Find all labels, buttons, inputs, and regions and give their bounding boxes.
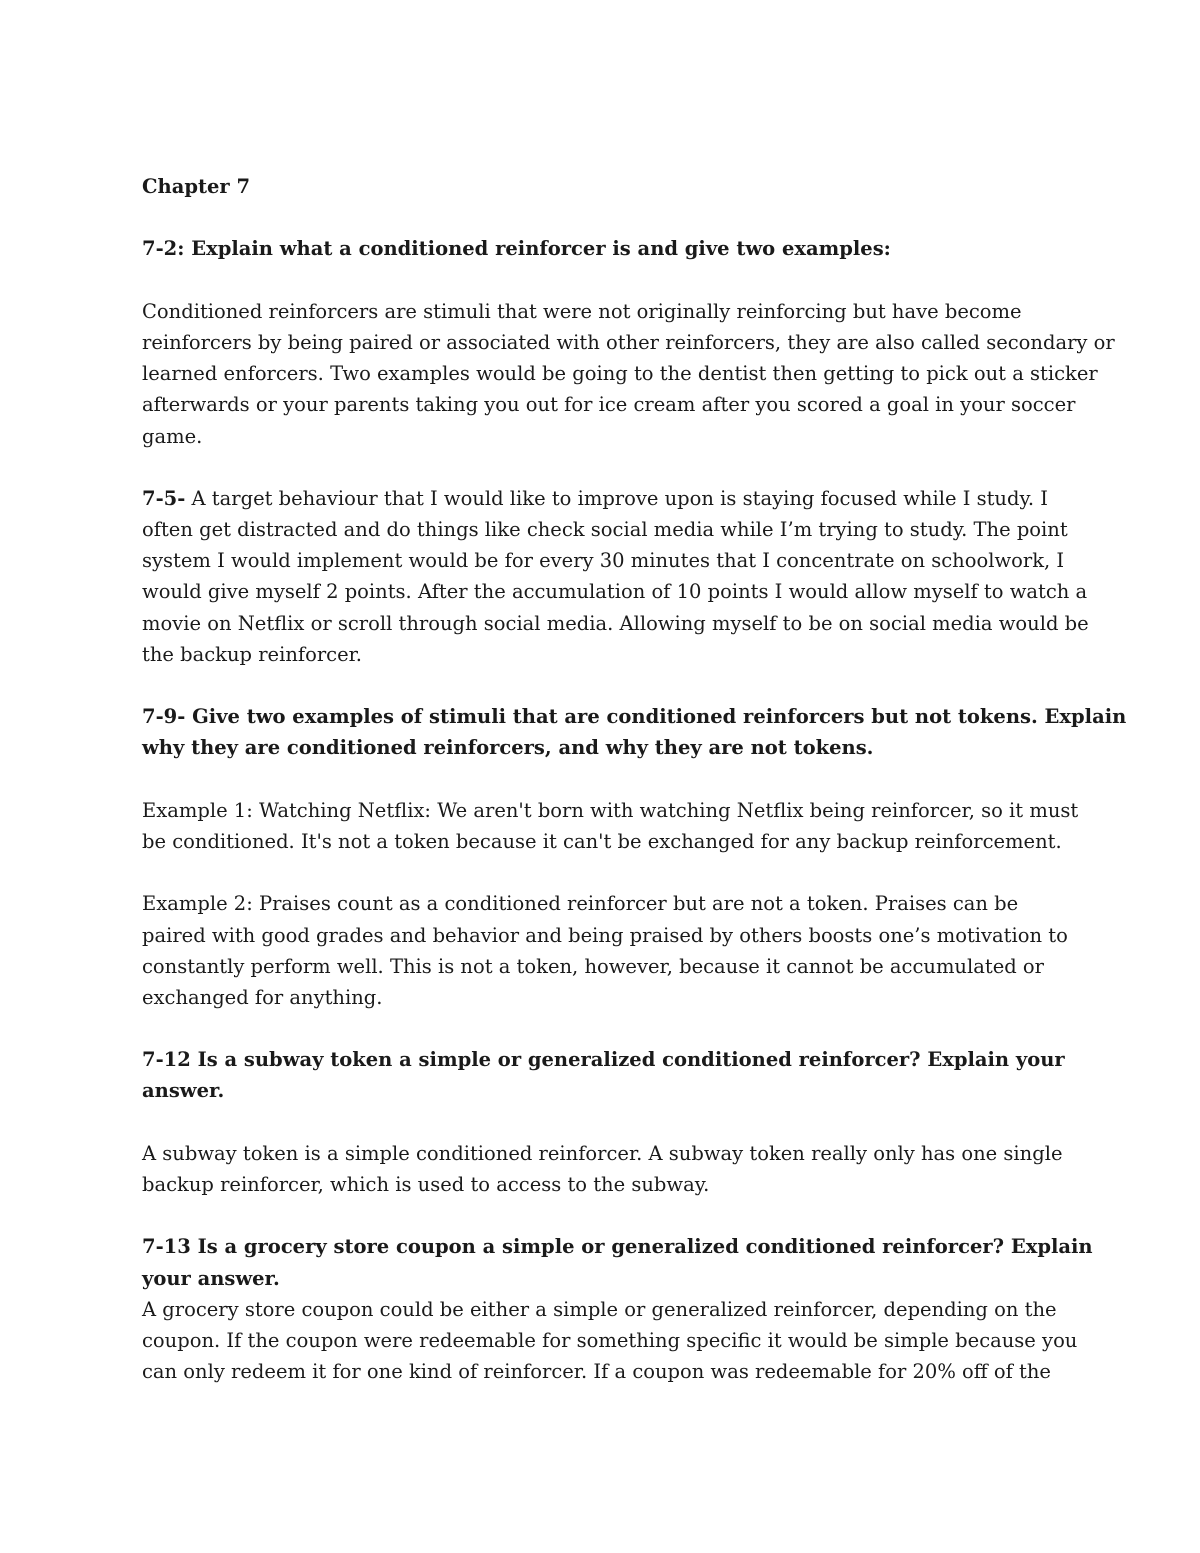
answer-line: would give myself 2 points. After the accumulation of 10 points I would allow myself to watch a xyxy=(142,580,1088,604)
answer-line: reinforcers by being paired or associated with other reinforcers, they are also called secondary or xyxy=(142,330,1115,354)
answer-line: can only redeem it for one kind of reinforcer. If a coupon was redeemable for 20% off of the xyxy=(142,1360,1051,1384)
question-7-12-answer xyxy=(142,1138,1067,1200)
spacer xyxy=(142,1013,1067,1044)
example-1 xyxy=(142,795,1079,857)
question-7-13-answer xyxy=(142,1294,1078,1388)
spacer xyxy=(142,764,1067,795)
spacer xyxy=(142,1200,1067,1231)
heading-line: your answer. xyxy=(142,1266,280,1290)
answer-line: A subway token is a simple conditioned reinforcer. A subway token really only has one single xyxy=(142,1141,1063,1165)
example-2 xyxy=(142,888,1067,1013)
answer-line: exchanged for anything. xyxy=(142,985,383,1009)
answer-line: Example 1: Watching Netflix: We aren't born with watching Netflix being reinforcer, so it must xyxy=(142,798,1079,822)
answer-line: Example 2: Praises count as a conditioned reinforcer but are not a token. Praises can be xyxy=(142,892,1019,916)
answer-line: backup reinforcer, which is used to access to the subway. xyxy=(142,1173,710,1196)
answer-line: constantly perform well. This is not a token, however, because it cannot be accumulated or xyxy=(142,954,1044,978)
answer-line: Conditioned reinforcers are stimuli that were not originally reinforcing but have become xyxy=(142,299,1022,323)
document-page xyxy=(142,171,1127,1387)
question-7-13-heading xyxy=(142,1231,1093,1293)
answer-line: often get distracted and do things like check social media while I’m trying to study. The point xyxy=(142,518,1068,542)
answer-line: the backup reinforcer. xyxy=(142,642,362,666)
heading-line: 7-12 Is a subway token a simple or generalized conditioned reinforcer? Explain your xyxy=(142,1048,1065,1072)
heading-line: 7-13 Is a grocery store coupon a simple or generalized conditioned reinforcer? Explain xyxy=(142,1235,1093,1259)
answer-line xyxy=(142,483,1067,514)
heading-line: 7-9- Give two examples of stimuli that are conditioned reinforcers but not tokens. Explain xyxy=(142,705,1127,729)
spacer xyxy=(142,202,1067,233)
answer-line: system I would implement would be for every 30 minutes that I concentrate on schoolwork, I xyxy=(142,549,1065,573)
question-7-12-heading xyxy=(142,1044,1067,1106)
answer-line: be conditioned. It's not a token because it can't be exchanged for any backup reinforcement. xyxy=(142,829,1062,853)
spacer xyxy=(142,1107,1067,1138)
spacer xyxy=(142,452,1067,483)
spacer xyxy=(142,670,1067,701)
answer-line: paired with good grades and behavior and being praised by others boosts one’s motivation to xyxy=(142,923,1068,947)
heading-line: answer. xyxy=(142,1079,225,1103)
question-7-9-heading xyxy=(142,701,1127,763)
answer-text: A target behaviour that I would like to improve upon is staying focused while I study. I xyxy=(185,486,1049,510)
answer-line: A grocery store coupon could be either a simple or generalized reinforcer, depending on the xyxy=(142,1297,1057,1321)
answer-line: coupon. If the coupon were redeemable for something specific it would be simple because you xyxy=(142,1328,1078,1352)
spacer xyxy=(142,857,1067,888)
chapter-title: Chapter 7 xyxy=(142,175,251,198)
answer-line: learned enforcers. Two examples would be going to the dentist then getting to pick out a sticker xyxy=(142,362,1098,386)
answer-line: movie on Netflix or scroll through social media. Allowing myself to be on social media would be xyxy=(142,611,1089,635)
spacer xyxy=(142,265,1067,296)
question-7-5-answer xyxy=(142,483,1089,670)
question-7-2-answer xyxy=(142,296,1115,452)
question-7-5-label: 7-5- xyxy=(142,486,186,510)
answer-line: afterwards or your parents taking you out for ice cream after you scored a goal in your soccer xyxy=(142,393,1076,417)
answer-line: game. xyxy=(142,424,203,448)
question-7-2-heading: 7-2: Explain what a conditioned reinforcer is and give two examples: xyxy=(142,237,891,261)
heading-line: why they are conditioned reinforcers, and why they are not tokens. xyxy=(142,736,874,760)
